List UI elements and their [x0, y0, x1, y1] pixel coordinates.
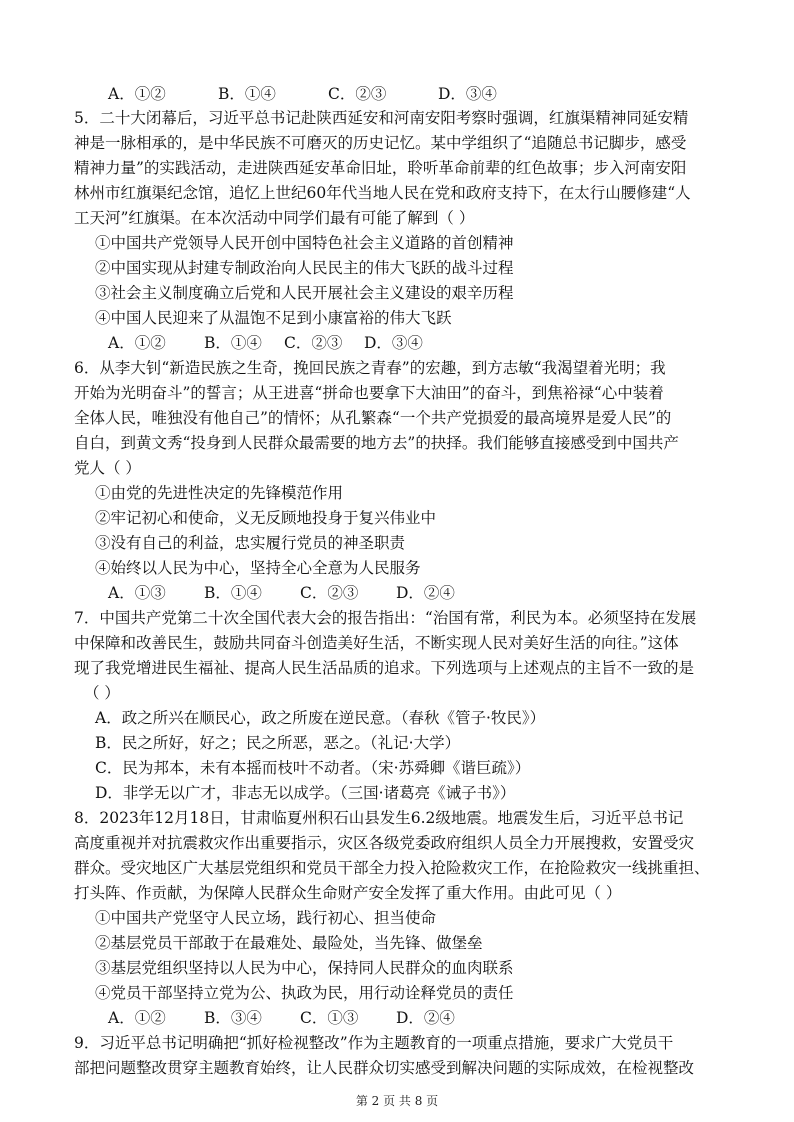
- q5-option: ④中国人民迎来了从温饱不足到小康富裕的伟大飞跃: [95, 309, 452, 327]
- q8-option: ③基层党组织坚持以人民为中心，保持同人民群众的血肉联系: [95, 959, 514, 977]
- q6-option: ②牢记初心和使命，义无反顾地投身于复兴伟业中: [95, 509, 437, 527]
- q6-choice-b: B．①④: [204, 584, 262, 602]
- q5-stem-line: 林州市红旗渠纪念馆，追忆上世纪60年代当地人民在党和政府支持下，在太行山腰修建“人: [74, 184, 691, 202]
- q5-option: ①中国共产党领导人民开创中国特色社会主义道路的首创精神: [95, 234, 514, 252]
- q8-option: ①中国共产党坚守人民立场，践行初心、担当使命: [95, 909, 437, 927]
- q7-stem-line: 中保障和改善民生，鼓励共同奋斗创造美好生活，不断实现人民对美好生活的向往。”这体: [74, 634, 679, 652]
- q8-choice-a: A．①②: [108, 1009, 166, 1027]
- q9-stem-line: 9．习近平总书记明确把“抓好检视整改”作为主题教育的一项重点措施，要求广大党员干: [74, 1034, 674, 1052]
- q6-choice-d: D．②④: [396, 584, 455, 602]
- q8-option: ④党员干部坚持立党为公、执政为民，用行动诠释党员的责任: [95, 984, 514, 1002]
- q6-answer-row: [108, 581, 794, 605]
- q5-option: ②中国实现从封建专制政治向人民民主的伟大飞跃的战斗过程: [95, 259, 514, 277]
- q5-choice-a: A．①②: [108, 334, 166, 352]
- q6-stem-line: 开始为光明奋斗”的誓言；从王进喜“拼命也要拿下大油田”的奋斗，到焦裕禄“心中装着: [74, 384, 664, 402]
- q4-choice-b: B．①④: [218, 85, 276, 103]
- q8-stem-line: 高度重视并对抗震救灾作出重要指示，灾区各级党委政府组织人员全力开展搜救，安置受灾: [74, 834, 695, 852]
- q7-stem-line: 7．中国共产党第二十次全国代表大会的报告指出：“治国有常，利民为本。必须坚持在发展: [74, 609, 697, 627]
- q4-choice-d: D．③④: [438, 85, 497, 103]
- q9-stem-line: 部把问题整改贯穿主题教育始终，让人民群众切实感受到解决问题的实际成效，在检视整改: [74, 1059, 695, 1077]
- q6-option: ④始终以人民为中心，坚持全心全意为人民服务: [95, 559, 421, 577]
- q5-stem-line: 神是一脉相承的，是中华民族不可磨灭的历史记忆。某中学组织了“追随总书记脚步，感受: [74, 134, 687, 152]
- q7-option: B．民之所好，好之；民之所恶，恶之。（礼记·大学）: [95, 734, 461, 752]
- q5-choice-c: C．②③: [284, 334, 343, 352]
- q7-stem-line: 现了我党增进民生福祉、提高人民生活品质的追求。下列选项与上述观点的主旨不一致的是: [74, 659, 695, 677]
- q5-option: ③社会主义制度确立后党和人民开展社会主义建设的艰辛历程: [95, 284, 514, 302]
- page-footer: 第 2 页 共 8 页: [355, 1094, 439, 1108]
- q4-choice-c: C．②③: [328, 85, 387, 103]
- q8-choice-b: B．③④: [204, 1009, 262, 1027]
- q4-choice-a: A．①②: [108, 85, 166, 103]
- q6-stem-line: 自白，到黄文秀“投身到人民群众最需要的地方去”的抉择。我们能够直接感受到中国共产: [74, 434, 679, 452]
- q5-choice-b: B．①④: [204, 334, 262, 352]
- q6-choice-a: A．①③: [108, 584, 166, 602]
- q8-stem-line: 群众。受灾地区广大基层党组织和党员干部全力投入抢险救灾工作，在抢险救灾一线挑重担、: [74, 859, 710, 877]
- q4-answer-row: [108, 82, 794, 106]
- q5-stem-line: 5．二十大闭幕后，习近平总书记赴陕西延安和河南安阳考察时强调，红旗渠精神同延安精: [74, 109, 689, 127]
- q5-choice-d: D．③④: [364, 334, 423, 352]
- q8-stem-line: 8．2023年12月18日，甘肃临夏州积石山县发生6.2级地震。地震发生后，习近平总书记: [74, 809, 684, 827]
- q6-choice-c: C．②③: [300, 584, 359, 602]
- q7-stem-line: （ ）: [84, 684, 120, 702]
- q6-option: ①由党的先进性决定的先锋模范作用: [95, 484, 344, 502]
- q6-option: ③没有自己的利益，忠实履行党员的神圣职责: [95, 534, 406, 552]
- q6-stem-line: 6．从李大钊“新造民族之生奇，挽回民族之青春”的宏趣，到方志敏“我渴望着光明；我: [74, 359, 666, 377]
- q8-stem-line: 打头阵、作贡献，为保障人民群众生命财产安全发挥了重大作用。由此可见（ ）: [74, 884, 622, 902]
- q7-option: D．非学无以广才，非志无以成学。（三国·诸葛亮《诫子书》）: [95, 784, 516, 802]
- q7-option: A．政之所兴在顺民心，政之所废在逆民意。（春秋《管子·牧民》）: [95, 709, 546, 727]
- q7-option: C．民为邦本，未有本摇而枝叶不动者。（宋·苏舜卿《谐巨疏》）: [95, 759, 531, 777]
- q8-option: ②基层党员干部敢于在最难处、最险处，当先锋、做堡垒: [95, 934, 483, 952]
- q5-answer-row: [108, 331, 794, 355]
- q6-stem-line: 全体人民，唯独没有他自己”的情怀；从孔繁森“一个共产党损爱的最高境界是爱人民”的: [74, 409, 672, 427]
- q5-stem-line: 工天河”红旗渠。在本次活动中同学们最有可能了解到（ ）: [74, 209, 475, 227]
- q5-stem-line: 精神力量”的实践活动，走进陕西延安革命旧址，聆听革命前辈的红色故事；步入河南安阳: [74, 159, 687, 177]
- q8-answer-row: [108, 1006, 794, 1030]
- q8-choice-c: C．①③: [300, 1009, 359, 1027]
- q6-stem-line: 党人（ ）: [74, 459, 141, 477]
- q8-choice-d: D．②④: [396, 1009, 455, 1027]
